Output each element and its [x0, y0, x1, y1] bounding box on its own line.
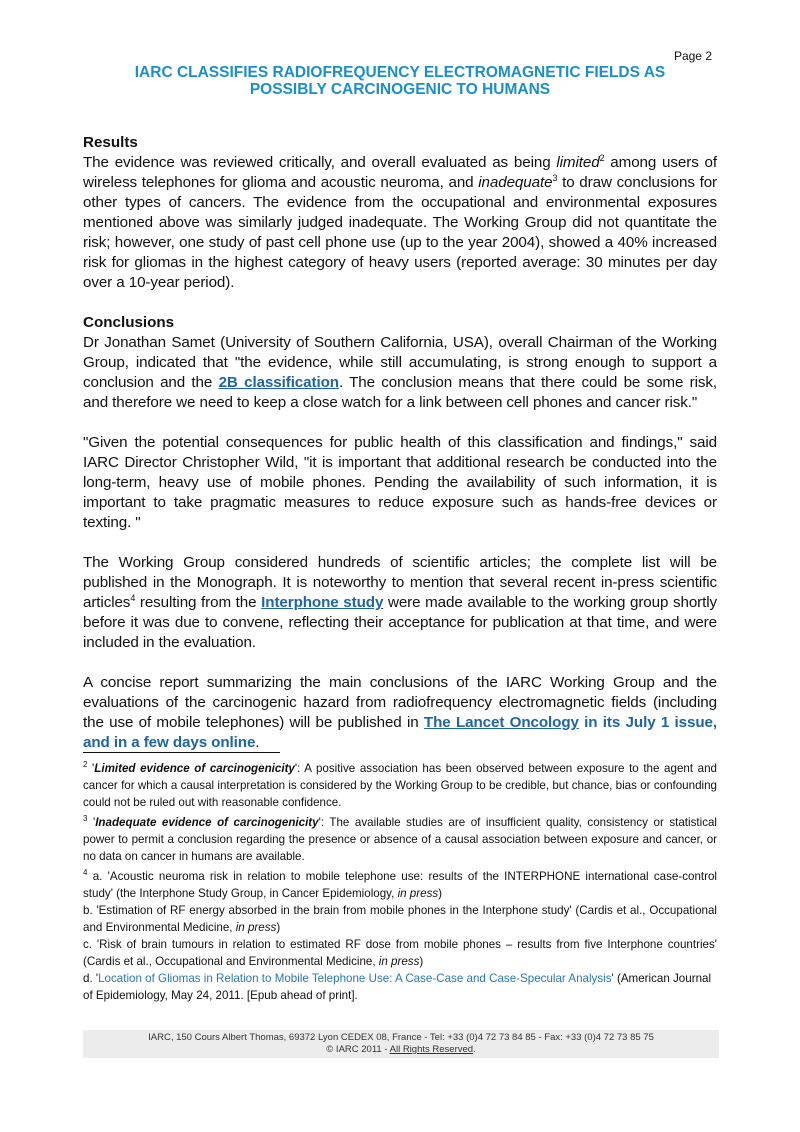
- text: ' (American Journal of Epidemiology, May 24, 2011. [Epub ahead of print].: [83, 972, 712, 1002]
- text: in press: [378, 955, 420, 968]
- text: ): [276, 921, 281, 934]
- main-content: [83, 133, 717, 753]
- footnote-divider: [83, 752, 280, 753]
- text: ): [438, 887, 443, 900]
- page-footer: [83, 1030, 719, 1058]
- footnote-4a: [83, 868, 717, 902]
- text: ': [87, 816, 96, 829]
- text: resulting from the: [135, 594, 262, 611]
- text: .: [473, 1044, 476, 1055]
- inadequate-term: inadequate: [478, 174, 553, 191]
- conclusions-heading: Conclusions: [83, 314, 175, 331]
- lancet-oncology-link[interactable]: The Lancet Oncology: [423, 714, 579, 731]
- footnote-ref-4[interactable]: 4: [130, 592, 136, 603]
- text: The Working Group considered hundreds of scientific articles; the complete list will be published in the Monograph. It is noteworthy to mention that several recent in-press scientific articles: [83, 554, 717, 611]
- text: ): [419, 955, 424, 968]
- footnote-term: Inadequate evidence of carcinogenicity: [95, 816, 319, 829]
- text: d. ': [83, 972, 99, 985]
- text: Dr Jonathan Samet (University of Southern California, USA), overall Chairman of the Working Group, indicated that "the evidence, while still accumulating, is strong enough to support a conclusion and the: [83, 334, 717, 391]
- footnote-text: : The available studies are of insufficient quality, consistency or statistical power to permit a conclusion regarding the presence or absence of a causal association between exposure and cancer, or no data on cancer in humans are available.: [83, 816, 718, 863]
- footnote-ref-2[interactable]: 2: [599, 152, 605, 163]
- text: . The conclusion means that there could be some risk, and therefore we need to keep a close watch for a link between cell phones and cancer risk.": [83, 374, 717, 411]
- copyright-text: © IARC 2011 -: [326, 1044, 390, 1055]
- footer-address: IARC, 150 Cours Albert Thomas, 69372 Lyon CEDEX 08, France - Tel: +33 (0)4 72 73 84 85 - Fax: +33 (0)4 72 73 85 75: [148, 1032, 654, 1043]
- publication-note: in its July 1 issue, and in a few days online: [83, 714, 717, 751]
- text: in press: [235, 921, 277, 934]
- footnote-4d: [83, 970, 717, 1004]
- text: were made available to the working group shortly before it was due to convene, reflecting their acceptance for publication at that time, and were included in the evaluation.: [83, 594, 718, 651]
- text: A concise report summarizing the main conclusions of the IARC Working Group and the evaluations of the carcinogenic hazard from radiofrequency electromagnetic fields (including the use of mobile telephones) will be published in: [83, 674, 717, 731]
- results-paragraph: [83, 153, 717, 293]
- footnote-2: [83, 760, 717, 811]
- interphone-study-link[interactable]: Interphone study: [261, 594, 384, 611]
- footer-copyright: [83, 1044, 719, 1056]
- conclusions-paragraph-1: [83, 333, 717, 413]
- conclusions-paragraph-3: [83, 553, 717, 653]
- results-heading: Results: [83, 134, 138, 151]
- text: ': [294, 762, 298, 775]
- title-line-1: IARC CLASSIFIES RADIOFREQUENCY ELECTROMAGNETIC FIELDS AS: [134, 64, 666, 81]
- title-line-2: POSSIBLY CARCINOGENIC TO HUMANS: [249, 81, 551, 98]
- footnote-number: 3: [83, 814, 88, 824]
- footnote-term: Limited evidence of carcinogenicity: [94, 762, 295, 775]
- footnote-text: : A positive association has been observed between exposure to the agent and cancer for which a causal interpretation is considered by the Working Group to be credible, but chance, bias or confounding could not be ruled out with reasonable confidence.: [83, 762, 717, 809]
- text: The evidence was reviewed critically, and overall evaluated as being: [83, 154, 557, 171]
- text: among users of wireless telephones for glioma and acoustic neuroma, and: [83, 154, 717, 191]
- text: in press: [397, 887, 439, 900]
- text: to draw conclusions for other types of cancers. The evidence from the occupational and environmental exposures mentioned above was similarly judged inadequate. The Working Group did not quantitate the risk; however, one study of past cell phone use (up to the year 2004), showed a 40% increased risk for gliomas in the highest category of heavy users (reported average: 30 minutes per day over a 10-year period).: [83, 174, 717, 291]
- text: c. 'Risk of brain tumours in relation to estimated RF dose from mobile phones – results from five Interphone countries' (Cardis et al., Occupational and Environmental Medicine,: [83, 938, 717, 968]
- footnote-4: [83, 868, 717, 1004]
- footnote-4b: [83, 902, 717, 936]
- footnotes: [83, 760, 717, 1004]
- 2b-classification-link[interactable]: 2B classification: [218, 374, 339, 391]
- text: ': [318, 816, 321, 829]
- limited-term: limited: [556, 154, 600, 171]
- conclusions-paragraph-4: [83, 673, 717, 753]
- footnote-ref-3[interactable]: 3: [552, 172, 558, 183]
- gliomas-article-link[interactable]: Location of Gliomas in Relation to Mobile Telephone Use: A Case-Case and Case-Specular Analysis: [98, 972, 612, 985]
- text: b. 'Estimation of RF energy absorbed in the brain from mobile phones in the Interphone study' (Cardis et al., Occupational and Environmental Medicine,: [83, 904, 717, 934]
- page-number: Page 2: [673, 49, 712, 63]
- text: a. 'Acoustic neuroma risk in relation to mobile telephone use: results of the INTERPHONE international case-control study' (the Interphone Study Group, in Cancer Epidemiology,: [83, 870, 717, 900]
- text: ': [87, 762, 95, 775]
- page-title: [80, 64, 720, 98]
- footnote-number: 4: [83, 868, 88, 878]
- footnote-3: [83, 814, 717, 865]
- text: .: [255, 734, 260, 751]
- conclusions-paragraph-2: "Given the potential consequences for public health of this classification and findings," said IARC Director Christopher Wild, "it is important that additional research be conducted into the long-term, heavy use of mobile phones. Pending the availability of such information, it is important to take pragmatic measures to reduce exposure such as hands-free devices or texting. ": [83, 434, 717, 531]
- footnote-4c: [83, 936, 717, 970]
- all-rights-reserved-link[interactable]: All Rights Reserved: [389, 1044, 474, 1055]
- footnote-number: 2: [83, 760, 88, 770]
